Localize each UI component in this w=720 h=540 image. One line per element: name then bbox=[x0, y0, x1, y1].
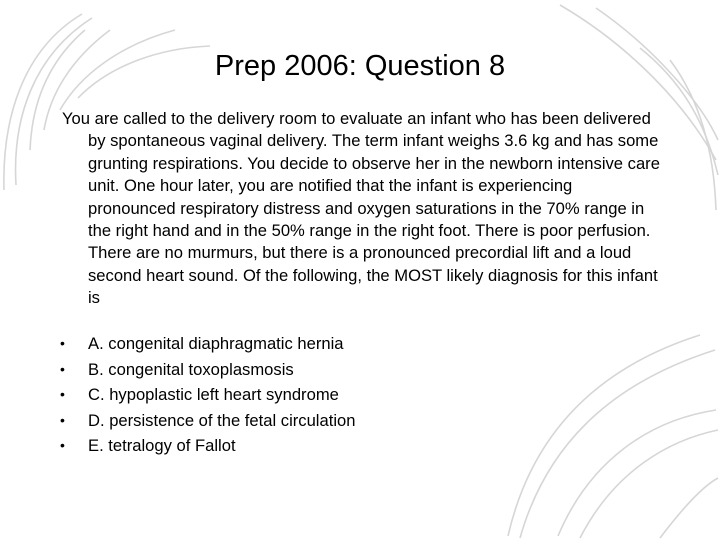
bullet-icon: • bbox=[60, 335, 65, 351]
slide-title: Prep 2006: Question 8 bbox=[214, 50, 506, 82]
bullet-icon: • bbox=[60, 386, 65, 403]
answer-option-e bbox=[60, 433, 660, 459]
answer-list bbox=[60, 331, 660, 459]
answer-option-b bbox=[60, 357, 660, 383]
bullet-icon: • bbox=[60, 411, 65, 428]
answer-label: A. congenital diaphragmatic hernia bbox=[88, 334, 344, 353]
answer-label: C. hypoplastic left heart syndrome bbox=[88, 385, 339, 405]
answer-label: E. tetralogy of Fallot bbox=[88, 436, 236, 456]
answer-option-c bbox=[60, 382, 660, 408]
answer-option-a bbox=[60, 331, 660, 357]
question-text: You are called to the delivery room to evaluate an infant who has been delivered by spontaneous vaginal delivery. The term infant weighs 3.6 kg and has some grunting respirations. You decide to observe her in the newborn intensive care unit. One hour later, you are notified that the infant is experiencing pronounced respiratory distress and oxygen saturations in the 70% range in the right hand and in the 50% range in the right foot. There is poor perfusion. There are no murmurs, but there is a pronounced precordial lift and a loud second heart sound. Of the following, the MOST likely diagnosis for this infant is bbox=[62, 109, 660, 308]
bullet-icon: • bbox=[60, 437, 65, 454]
bottom-right-arc bbox=[660, 478, 718, 538]
answer-label: B. congenital toxoplasmosis bbox=[88, 359, 294, 379]
bullet-icon: • bbox=[60, 360, 65, 377]
answer-label: D. persistence of the fetal circulation bbox=[88, 410, 356, 430]
answer-option-d bbox=[60, 408, 660, 434]
